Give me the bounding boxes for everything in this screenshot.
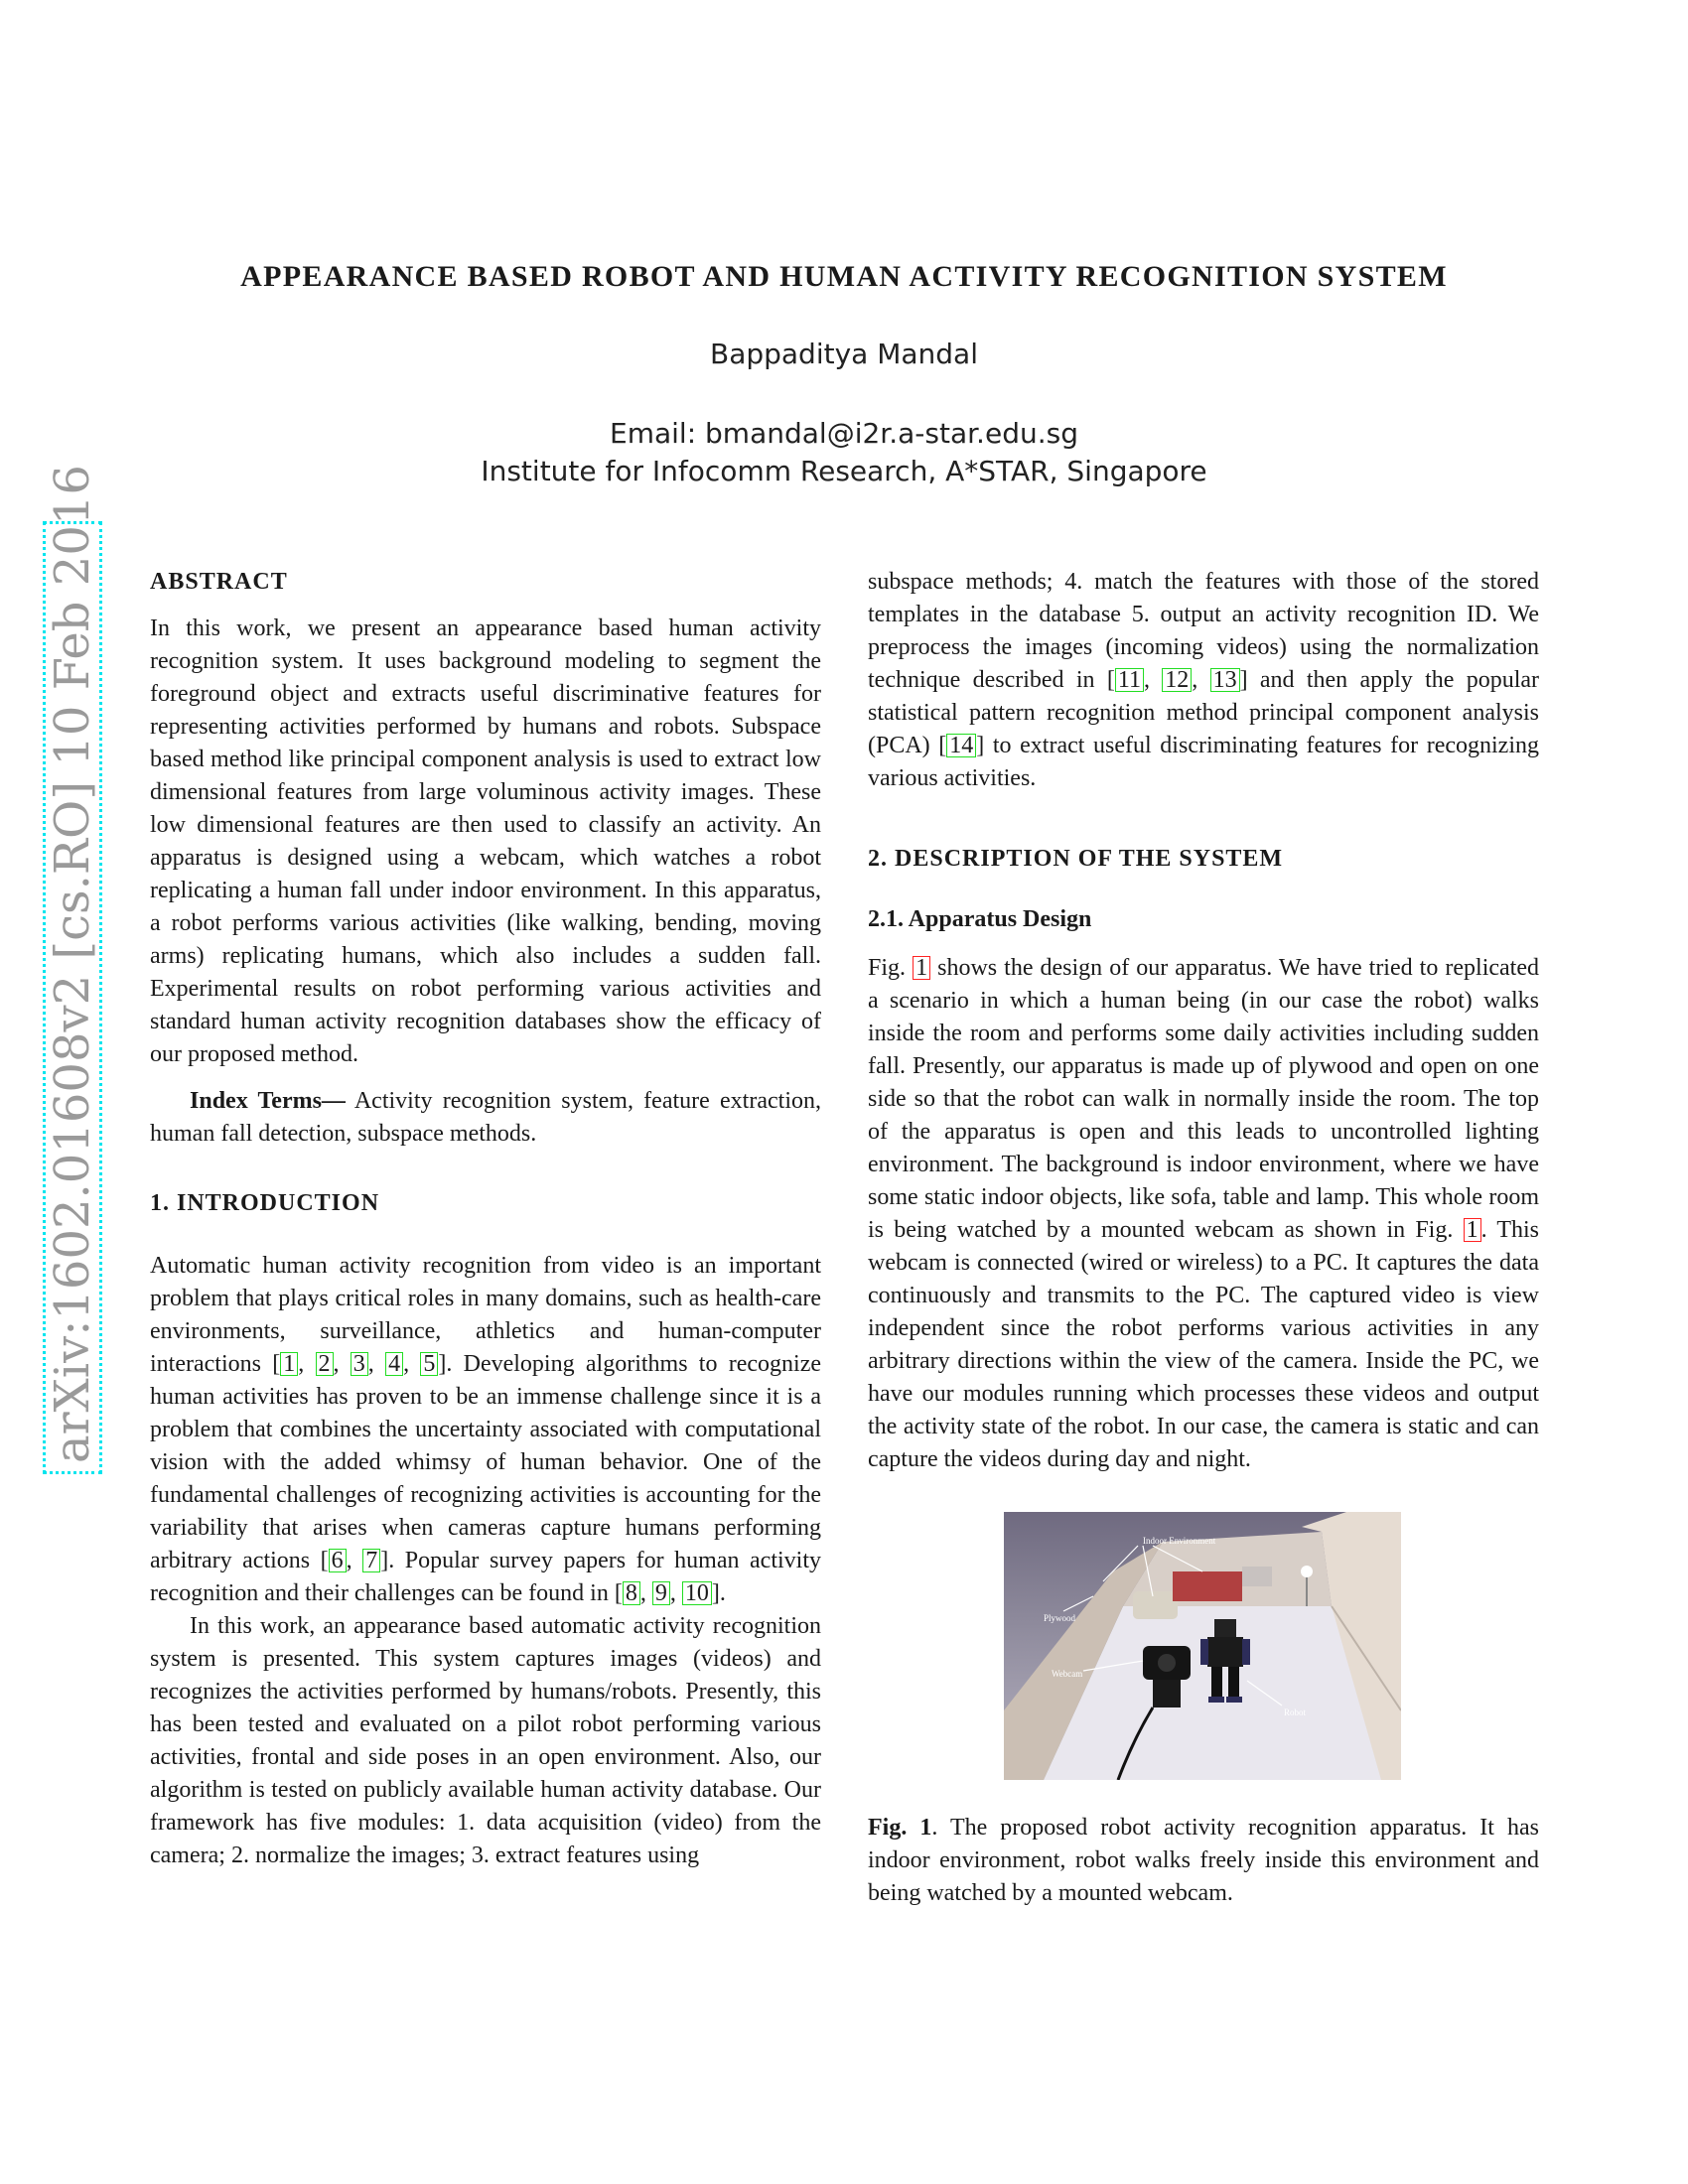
table [1173, 1571, 1242, 1601]
subsection-2-1-heading: 2.1. Apparatus Design [868, 906, 1092, 932]
citation[interactable]: 7 [362, 1549, 380, 1572]
author-name: Bappaditya Mandal [709, 338, 978, 370]
intro-heading: 1. INTRODUCTION [150, 1190, 380, 1216]
citation[interactable]: 14 [946, 734, 976, 757]
citation[interactable]: 8 [623, 1581, 640, 1605]
citation[interactable]: 13 [1210, 668, 1240, 692]
citation[interactable]: 3 [351, 1352, 368, 1376]
figure-reference[interactable]: 1 [1464, 1218, 1481, 1242]
apparatus-photo [1004, 1512, 1401, 1780]
left-column [150, 566, 821, 1872]
paper-title: APPEARANCE BASED ROBOT AND HUMAN ACTIVITY RECOGNITION SYSTEM [240, 260, 1448, 293]
label-webcam: Webcam [1052, 1669, 1083, 1679]
author-email[interactable]: Email: bmandal@i2r.a-star.edu.sg [610, 417, 1078, 450]
citation[interactable]: 6 [329, 1549, 347, 1572]
label-indoor-environment: Indoor Environment [1143, 1536, 1216, 1546]
index-terms-text: Activity recognition system, feature extraction, human fall detection, subspace methods. [150, 1088, 821, 1147]
label-plywood: Plywood [1044, 1613, 1076, 1623]
abstract-heading: ABSTRACT [150, 569, 288, 595]
abstract-text: In this work, we present an appearance based human activity recognition system. It uses background modeling to segment the foreground object and extracts useful discriminative features for representing activities performed by humans and robots. Subspace based method like principal component analysis is used to extract low dimensional features from large voluminous activity images. These low dimensional features are then used to classify an activity. An apparatus is designed using a webcam, which watches a robot replicating a human fall under indoor environment. In this apparatus, a robot performs various activities (like walking, bending, moving arms) replicating humans, which also includes a sudden fall. Experimental results on robot performing various activities and standard human activity recognition databases show the efficacy of our proposed method. [150, 615, 821, 1067]
intro-paragraph-1: Automatic human activity recognition from video is an important problem that plays critical roles in many domains, such as health-care environments, surveillance, athletics and human-computer interactions [ 1 , 2 , 3 , 4 , 5 ]. Developing algorithms to recognize human activities has proven to be an immense challenge since it is a problem that combines the uncertainty associated with computational vision with the added whimsy of human behavior. One of the fundamental challenges of recognizing activities is accounting for the variability that arises when cameras capture humans performing arbitrary actions [ 6 , 7 ]. Popular survey papers for human activity recognition and their challenges can be found in [ 8 , 9 , 10 ]. [150, 1253, 822, 1606]
label-robot: Robot [1284, 1707, 1307, 1717]
intro-paragraph-2: In this work, an appearance based automatic activity recognition system is presented. This system captures images (videos) and recognizes the activities performed by humans/robots. Presently, this has been tested and evaluated on a pilot robot performing various activities, frontal and side poses in an open environment. Also, our algorithm is tested on publicly available human activity database. Our framework has five modules: 1. data acquisition (video) from the camera; 2. normalize the images; 3. extract features using [150, 1613, 821, 1868]
lamp [1301, 1566, 1313, 1577]
intro-paragraph-2-continued: subspace methods; 4. match the features with those of the stored templates in the database 5. output an activity recognition ID. We preprocess the images (incoming videos) using the normalization technique described in [ 11 , 12 , 13 ] and then apply the popular statistical pattern recognition method principal component analysis (PCA) [ 14 ] to extract useful discriminating features for recognizing various activities. [868, 569, 1540, 791]
citation[interactable]: 11 [1115, 668, 1144, 692]
citation[interactable]: 10 [682, 1581, 712, 1605]
figure-caption-label: Fig. 1 [868, 1815, 932, 1841]
apparatus-paragraph: Fig. 1 shows the design of our apparatus. We have tried to replicated a scenario in which a human being (in our case the robot) walks inside the room and performs some daily activities including sudden fall. Presently, our apparatus is made up of plywood and open on one side so that the robot can walk in normally inside the room. The top of the apparatus is open and this leads to uncontrolled lighting environment. The background is indoor environment, where we have some static indoor objects, like sofa, table and lamp. This whole room is being watched by a mounted webcam as shown in Fig. 1 . This webcam is connected (wired or wireless) to a PC. It captures the data continuously and transmits to the PC. The captured video is view independent since the robot performs various activities in any arbitrary directions within the view of the camera. Inside the PC, we have our modules running which processes these videos and output the activity state of the robot. In our case, the camera is static and can capture the videos during day and night. [868, 955, 1540, 1472]
citation[interactable]: 4 [385, 1352, 403, 1376]
apparatus-illustration [1004, 1512, 1401, 1780]
sofa [1133, 1591, 1178, 1619]
arxiv-sidebar-stamp[interactable]: arXiv:1602.01608v2 [cs.RO] 10 Feb 2016 [43, 521, 102, 1474]
figure-reference[interactable]: 1 [913, 956, 930, 980]
right-column [868, 566, 1539, 1910]
index-terms-label: Index Terms— [190, 1088, 346, 1114]
section-2-heading: 2. DESCRIPTION OF THE SYSTEM [868, 846, 1284, 872]
citation[interactable]: 12 [1162, 668, 1192, 692]
figure-caption-text: . The proposed robot activity recognition apparatus. It has indoor environment, robot walks freely inside this environment and being watched by a mounted webcam. [868, 1815, 1539, 1906]
index-terms [150, 1085, 821, 1151]
citation[interactable]: 9 [652, 1581, 670, 1605]
figure-caption [868, 1812, 1539, 1910]
author-institution: Institute for Infocomm Research, A*STAR, Singapore [481, 455, 1207, 487]
citation[interactable]: 1 [280, 1352, 298, 1376]
citation[interactable]: 2 [316, 1352, 334, 1376]
citation[interactable]: 5 [420, 1352, 438, 1376]
